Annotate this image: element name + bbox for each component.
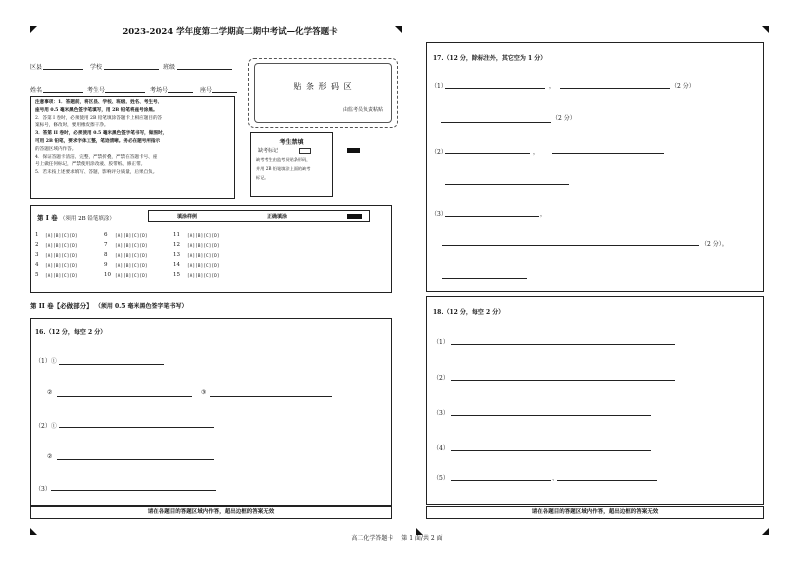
- q16-label: （3）: [35, 486, 51, 493]
- correct-label: 正确填涂: [267, 214, 288, 220]
- q17-answer-line[interactable]: [445, 216, 539, 217]
- q18-answer-line[interactable]: [451, 480, 551, 481]
- q18-separator: 、: [552, 475, 559, 482]
- absent-mark-label: 缺考标记: [258, 148, 279, 154]
- q18-label: （4）: [433, 445, 449, 452]
- corner-mark-top-right: [762, 26, 769, 33]
- question-number: 1: [35, 232, 39, 238]
- q17-answer-line[interactable]: [442, 278, 527, 279]
- notice-line: 座号用 0.5 毫米黑色签字笔填写，用 2B 铅笔将座号涂黑。: [35, 107, 158, 113]
- part1-title-text: 第 I 卷: [37, 214, 58, 222]
- timing-mark: [347, 148, 360, 153]
- question-number: 9: [104, 262, 108, 268]
- name-field[interactable]: [43, 92, 83, 93]
- question-number: 15: [173, 272, 180, 278]
- absent-mark-bubble[interactable]: [299, 148, 311, 154]
- q18-answer-line[interactable]: [451, 380, 675, 381]
- room-label: 考场号: [150, 87, 169, 94]
- q17-answer-line[interactable]: [552, 153, 664, 154]
- barcode-label: 贴 条 形 码 区: [293, 82, 353, 91]
- district-label: 区县: [30, 64, 43, 71]
- q18-label: （3）: [433, 410, 449, 417]
- correct-fill-sample: [347, 214, 362, 219]
- part2-title: 第 II 卷【必做部分】: [30, 302, 93, 310]
- q18-answer-line[interactable]: [451, 344, 675, 345]
- q16-answer-area: [30, 318, 392, 506]
- seat-field[interactable]: [212, 92, 237, 93]
- question-number: 4: [35, 262, 39, 268]
- answer-options[interactable]: [A][B][C][D]: [45, 233, 78, 238]
- question-number: 12: [173, 242, 180, 248]
- absent-note: 缺考考生由监考员贴条形码，: [256, 157, 311, 162]
- answer-options[interactable]: [A][B][C][D]: [187, 233, 220, 238]
- q17-answer-line[interactable]: [445, 153, 530, 154]
- absent-note: 并用 2B 铅笔填涂上面的缺考: [256, 166, 311, 171]
- notice-line: 可用 2B 铅笔，要求字体工整，笔迹清晰。务必在题号所指示: [35, 138, 161, 144]
- q17-points: （2 分）。: [701, 241, 728, 248]
- page-title: 2023-2024 学年度第二学期高二期中考试—化学答题卡: [122, 27, 338, 37]
- answer-options[interactable]: [A][B][C][D]: [115, 273, 148, 278]
- absent-title: 考生禁填: [279, 139, 304, 146]
- question-number: 5: [35, 272, 39, 278]
- class-field[interactable]: [177, 69, 232, 70]
- q17-answer-line[interactable]: [442, 245, 699, 246]
- q17-answer-line[interactable]: [441, 122, 551, 123]
- answer-options[interactable]: [A][B][C][D]: [187, 263, 220, 268]
- answer-options[interactable]: [A][B][C][D]: [115, 243, 148, 248]
- class-label: 班级: [163, 64, 176, 71]
- answer-options[interactable]: [A][B][C][D]: [115, 233, 148, 238]
- answer-options[interactable]: [A][B][C][D]: [187, 273, 220, 278]
- question-number: 6: [104, 232, 108, 238]
- answer-options[interactable]: [A][B][C][D]: [187, 253, 220, 258]
- q18-label: （5）: [433, 475, 449, 482]
- school-field[interactable]: [104, 69, 159, 70]
- question-number: 8: [104, 252, 108, 258]
- q18-label: （2）: [433, 375, 449, 382]
- q17-label: （2）: [431, 149, 447, 156]
- part2-hint: （须用 0.5 毫米黑色签字笔书写）: [94, 303, 188, 310]
- q16-heading: 16.（12 分，每空 2 分）: [35, 329, 107, 336]
- notice-box: [30, 96, 235, 199]
- q17-points: （2 分）: [552, 115, 576, 122]
- part1-hint: （须用 2B 铅笔填涂）: [59, 216, 115, 222]
- q17-points: （2 分）: [671, 83, 695, 90]
- answer-options[interactable]: [A][B][C][D]: [45, 273, 78, 278]
- answer-options[interactable]: [A][B][C][D]: [115, 253, 148, 258]
- school-label: 学校: [90, 64, 103, 71]
- exam-no-label: 考生号: [87, 87, 106, 94]
- fill-sample-box: [148, 210, 370, 222]
- corner-mark-top-left: [30, 26, 37, 33]
- district-field[interactable]: [43, 69, 83, 70]
- q16-answer-line[interactable]: [57, 396, 192, 397]
- q17-heading: 17.（12 分，除标注外，其它空为 1 分）: [433, 55, 547, 62]
- part1-title: [37, 213, 115, 222]
- answer-area-warning: 请在各题目的答题区域内作答，超出边框的答案无效: [30, 506, 392, 519]
- part2-heading: [30, 301, 188, 310]
- q17-separator: ，: [549, 83, 556, 90]
- q16-answer-line[interactable]: [57, 459, 214, 460]
- q17-answer-area: [426, 42, 764, 292]
- notice-line: 3．答第 II 卷时，必须使用 0.5 毫米黑色签字笔书写，做图时，: [35, 131, 168, 137]
- question-number: 11: [173, 232, 180, 238]
- absent-box: [250, 132, 333, 197]
- q16-answer-line[interactable]: [59, 427, 214, 428]
- part1-box: [30, 205, 392, 293]
- answer-options[interactable]: [A][B][C][D]: [45, 253, 78, 258]
- notice-line: 案标号，修改时，要用橡皮擦干净。: [35, 123, 109, 129]
- q17-answer-line[interactable]: [445, 184, 569, 185]
- barcode-note: 由监考员负责粘贴: [342, 107, 383, 113]
- name-label: 姓名: [30, 87, 43, 94]
- q16-label: （1）①: [35, 358, 57, 365]
- notice-line: 注意事项：1．答题前，将区县、学校、班级、姓名、考生号、: [35, 100, 163, 105]
- question-number: 3: [35, 252, 39, 258]
- q17-answer-line[interactable]: [445, 88, 545, 89]
- seat-label: 座号: [200, 87, 213, 94]
- notice-line: 4．保证答题卡清洁、完整，严禁折叠，严禁在答题卡号、座: [35, 154, 158, 160]
- question-number: 13: [173, 252, 180, 258]
- sample-label: 填涂样例: [177, 214, 198, 220]
- q18-label: （1）: [433, 339, 449, 346]
- q17-label: （1）: [431, 83, 447, 90]
- notice-line: 号上做任何标记，严禁使用涂改液、胶带纸、修正带。: [35, 162, 146, 168]
- question-number: 10: [104, 272, 111, 278]
- question-number: 7: [104, 242, 108, 248]
- room-field[interactable]: [168, 92, 193, 93]
- q16-answer-line[interactable]: [51, 490, 216, 491]
- q16-label: （2）①: [35, 423, 57, 430]
- q16-answer-line[interactable]: [59, 364, 164, 365]
- q17-answer-line[interactable]: [560, 88, 670, 89]
- answer-area-warning: 请在各题目的答题区域内作答，超出边框的答案无效: [426, 506, 764, 519]
- q16-answer-line[interactable]: [210, 396, 332, 397]
- page-footer: 高二化学答题卡 第 1 面/共 2 面: [351, 535, 443, 542]
- question-number: 14: [173, 262, 180, 268]
- q18-answer-line[interactable]: [451, 415, 651, 416]
- notice-line: 的答题区域内作答。: [35, 146, 77, 152]
- q18-answer-area: [426, 296, 764, 505]
- absent-note: 标记。: [256, 175, 269, 180]
- q16-label: ②: [47, 389, 53, 396]
- exam-no-field[interactable]: [105, 92, 145, 93]
- q16-label: ②: [47, 453, 53, 460]
- q16-label: ③: [201, 389, 207, 396]
- q17-separator: ，: [533, 149, 540, 156]
- answer-options[interactable]: [A][B][C][D]: [45, 243, 78, 248]
- notice-line: 2．答第 I 卷时，必须使用 2B 铅笔填涂答题卡上相应题目的答: [35, 115, 163, 121]
- answer-options[interactable]: [A][B][C][D]: [115, 263, 148, 268]
- notice-line: 5．若未按上述要求填写、答题，影响评分质量，后果自负。: [35, 170, 158, 176]
- q18-answer-line[interactable]: [557, 480, 657, 481]
- answer-options[interactable]: [A][B][C][D]: [45, 263, 78, 268]
- q17-label: （3）: [431, 211, 447, 218]
- answer-options[interactable]: [A][B][C][D]: [187, 243, 220, 248]
- q17-separator: ，: [540, 211, 547, 218]
- barcode-area: [248, 58, 398, 128]
- q18-heading: 18.（12 分，每空 2 分）: [433, 309, 505, 316]
- question-number: 2: [35, 242, 39, 248]
- q18-answer-line[interactable]: [451, 450, 651, 451]
